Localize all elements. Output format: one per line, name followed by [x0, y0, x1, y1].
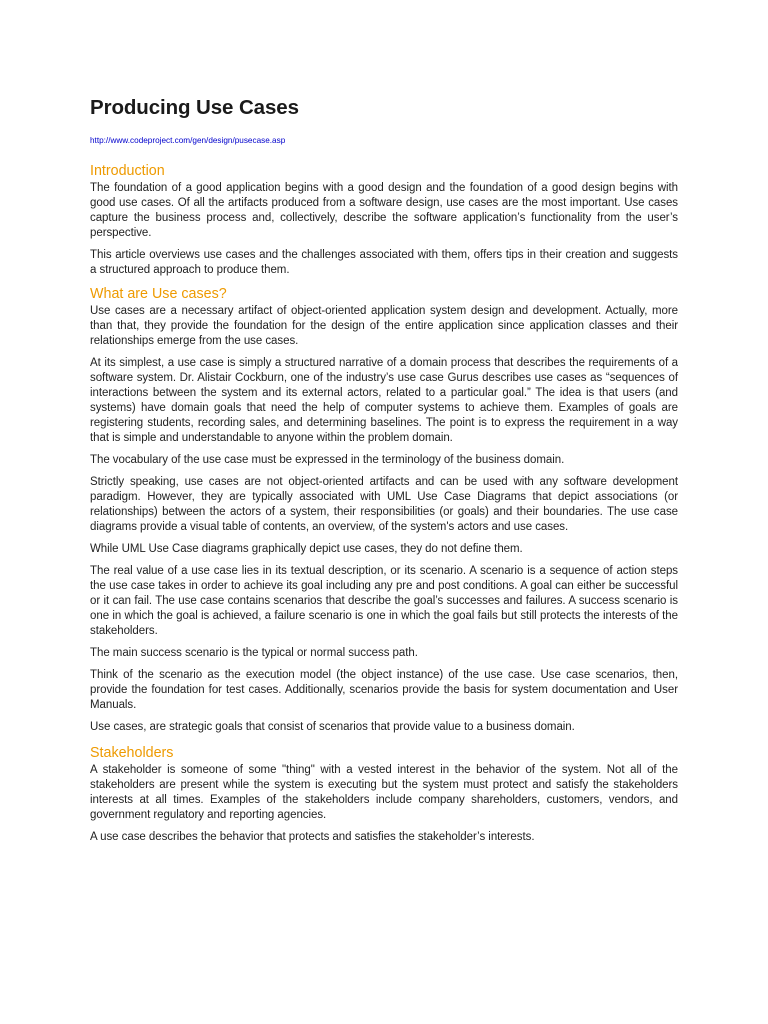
- section-heading-stakeholders: Stakeholders: [90, 745, 174, 761]
- document-page: [90, 94, 678, 852]
- paragraph: While UML Use Case diagrams graphically depict use cases, they do not define them.: [90, 543, 523, 555]
- paragraph: This article overviews use cases and the challenges associated with them, offers tips in their creation and suggests a structured approach to produce them.: [90, 249, 678, 276]
- section-heading-introduction: Introduction: [90, 163, 165, 179]
- section-heading-what-are-use-cases: What are Use cases?: [90, 286, 227, 302]
- paragraph: At its simplest, a use case is simply a structured narrative of a domain process that describes the requirements of a software system. Dr. Alistair Cockburn, one of the industry’s use case Gurus describes use cases as “sequences of interactions between the system and its external actors, related to a particular goal.” The idea is that users (and systems) have domain goals that need the help of computer systems to achieve them. Examples of goals are registering students, recording sales, and determining baselines. The point is to express the requirement in a way that is simple and understandable to anyone within the problem domain.: [90, 357, 678, 444]
- paragraph: A use case describes the behavior that protects and satisfies the stakeholder’s interests.: [90, 831, 535, 843]
- paragraph: The main success scenario is the typical or normal success path.: [90, 647, 418, 659]
- source-url-link[interactable]: http://www.codeproject.com/gen/design/pusecase.asp: [90, 136, 286, 145]
- paragraph: The vocabulary of the use case must be expressed in the terminology of the business domain.: [90, 454, 565, 466]
- page-title: Producing Use Cases: [90, 96, 299, 119]
- paragraph: A stakeholder is someone of some "thing" with a vested interest in the behavior of the system. Not all of the stakeholders are present while the system is executing but the system must protect and satisfy the stakeholders interests at all times. Examples of the stakeholders include company shareholders, customers, vendors, and government regulatory and reporting agencies.: [90, 764, 678, 821]
- paragraph: The foundation of a good application begins with a good design and the foundation of a good design begins with good use cases. Of all the artifacts produced from a software design, use cases are the most important. Use cases capture the business process and, collectively, describe the software application’s functionality from the user’s perspective.: [90, 182, 678, 239]
- paragraph: Use cases, are strategic goals that consist of scenarios that provide value to a business domain.: [90, 721, 575, 733]
- paragraph: Use cases are a necessary artifact of object-oriented application system design and development. Actually, more than that, they provide the foundation for the design of the entire application since application classes and their relationships emerge from the use cases.: [90, 305, 678, 347]
- paragraph: Strictly speaking, use cases are not object-oriented artifacts and can be used with any software development paradigm. However, they are typically associated with UML Use Case Diagrams that depict associations (or relationships) between the actors of a system, their responsibilities (or goals) and their boundaries. The use case diagrams provide a visual table of contents, an overview, of the system's actors and use cases.: [90, 476, 678, 533]
- paragraph: Think of the scenario as the execution model (the object instance) of the use case. Use case scenarios, then, provide the foundation for test cases. Additionally, scenarios provide the basis for system documentation and User Manuals.: [90, 669, 678, 711]
- paragraph: The real value of a use case lies in its textual description, or its scenario. A scenario is a sequence of action steps the use case takes in order to achieve its goal including any pre and post conditions. A goal can either be successful or it can fail. The use case contains scenarios that describe the goal’s successes and failures. A success scenario is one in which the goal is achieved, a failure scenario is one in which the goal fails but still protects the interests of the stakeholders.: [90, 565, 678, 637]
